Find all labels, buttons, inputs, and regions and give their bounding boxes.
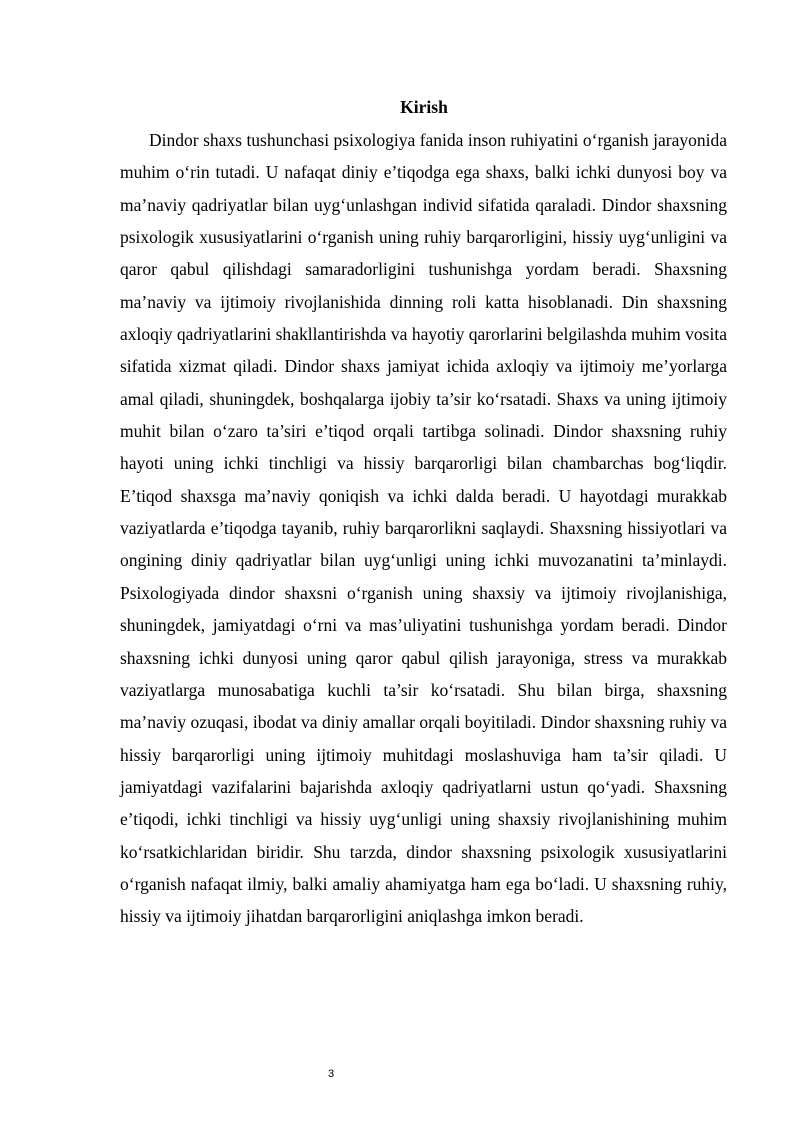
section-title: Kirish (400, 97, 448, 117)
body-paragraph: Dindor shaxs tushunchasi psixologiya fanida inson ruhiyatini o‘rganish jarayonida muhim o‘rin tutadi. U nafaqat diniy e’tiqodga ega shaxs, balki ichki dunyosi boy va ma’naviy qadriyatlar bilan uyg‘unlashgan individ sifatida qaraladi. Dindor shaxsning psixologik xususiyatlarini o‘rganish uning ruhiy barqarorligini, hissiy uyg‘unligini va qaror qabul qilishdagi samaradorligini tushunishga yordam beradi. Shaxsning ma’naviy va ijtimoiy rivojlanishida dinning roli katta hisoblanadi. Din shaxsning axloqiy qadriyatlarini shakllantirishda va hayotiy qarorlarini belgilashda muhim vosita sifatida xizmat qiladi. Dindor shaxs jamiyat ichida axloqiy va ijtimoiy me’yorlarga amal qiladi, shuningdek, boshqalarga ijobiy ta’sir ko‘rsatadi. Shaxs va uning ijtimoiy muhit bilan o‘zaro ta’siri e’tiqod orqali tartibga solinadi. Dindor shaxsning ruhiy hayoti uning ichki tinchligi va hissiy barqarorligi bilan chambarchas bog‘liqdir. E’tiqod shaxsga ma’naviy qoniqish va ichki dalda beradi. U hayotdagi murakkab vaziyatlarda e’tiqodga tayanib, ruhiy barqarorlikni saqlaydi. Shaxsning hissiyotlari va ongining diniy qadriyatlar bilan uyg‘unligi uning ichki muvozanatini ta’minlaydi. Psixologiyada dindor shaxsni o‘rganish uning shaxsiy va ijtimoiy rivojlanishiga, shuningdek, jamiyatdagi o‘rni va mas’uliyatini tushunishga yordam beradi. Dindor shaxsning ichki dunyosi uning qaror qabul qilish jarayoniga, stress va murakkab vaziyatlarga munosabatiga kuchli ta’sir ko‘rsatadi. Shu bilan birga, shaxsning ma’naviy ozuqasi, ibodat va diniy amallar orqali boyitiladi. Dindor shaxsning ruhiy va hissiy barqarorligi uning ijtimoiy muhitdagi moslashuviga ham ta’sir qiladi. U jamiyatdagi vazifalarini bajarishda axloqiy qadriyatlarni ustun qo‘yadi. Shaxsning e’tiqodi, ichki tinchligi va hissiy uyg‘unligi uning shaxsiy rivojlanishining muhim ko‘rsatkichlaridan biridir. Shu tarzda, dindor shaxsning psixologik xususiyatlarini o‘rganish nafaqat ilmiy, balki amaliy ahamiyatga ham ega bo‘ladi. U shaxsning ruhiy, hissiy va ijtimoiy jihatdan barqarorligini aniqlashga imkon beradi. (120, 130, 727, 927)
page-number: 3 (327, 1068, 335, 1080)
